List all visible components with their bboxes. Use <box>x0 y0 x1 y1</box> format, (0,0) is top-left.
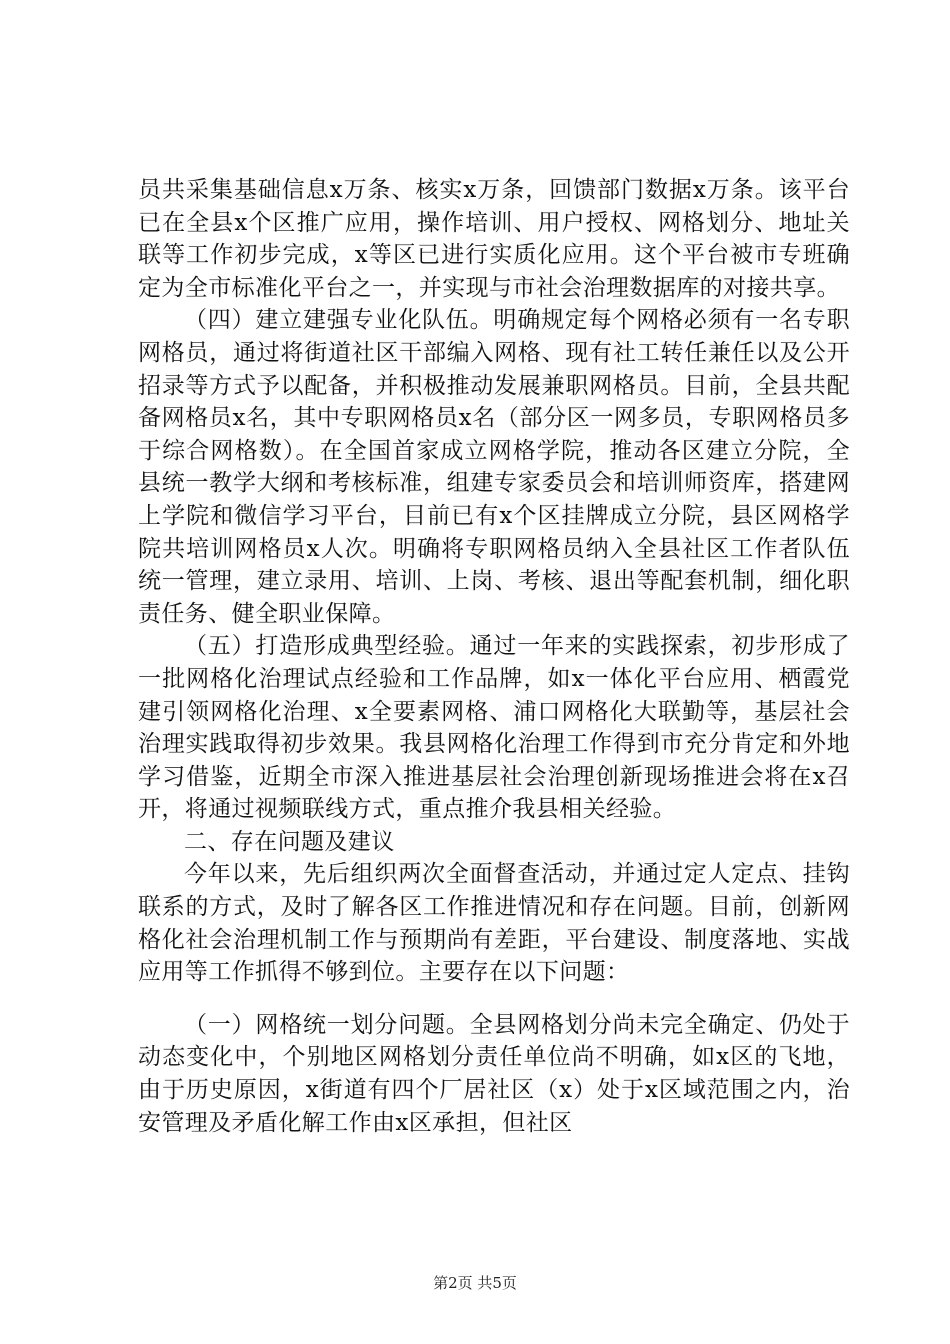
paragraph-problems-intro: 今年以来，先后组织两次全面督查活动，并通过定人定点、挂钩联系的方式，及时了解各区工作推进情况和存在问题。目前，创新网格化社会治理机制工作与预期尚有差距，平台建设、制度落地、实战应用等工作抓得不够到位。主要存在以下问题： <box>138 861 850 986</box>
paragraph-problem-1-grid: （一）网格统一划分问题。全县网格划分尚未完全确定、仍处于动态变化中，个别地区网格划分责任单位尚不明确，如x区的飞地，由于历史原因，x街道有四个厂居社区（x）处于x区域范围之内，治安管理及矛盾化解工作由x区承担，但社区 <box>138 1011 850 1136</box>
page-number-footer: 第2页 共5页 <box>433 1274 517 1292</box>
document-body <box>138 174 850 1139</box>
paragraph-platform-summary: 员共采集基础信息x万条、核实x万条，回馈部门数据x万条。该平台已在全县x个区推广应用，操作培训、用户授权、网格划分、地址关联等工作初步完成，x等区已进行实质化应用。这个平台被市专班确定为全市标准化平台之一，并实现与市社会治理数据库的对接共享。 <box>138 177 850 301</box>
section-heading-problems: 二、存在问题及建议 <box>184 828 395 855</box>
paragraph-section-5-experience: （五）打造形成典型经验。通过一年来的实践探索，初步形成了一批网格化治理试点经验和工作品牌，如x一体化平台应用、栖霞党建引领网格化治理、x全要素网格、浦口网格化大联勤等，基层社会治理实践取得初步效果。我县网格化治理工作得到市充分肯定和外地学习借鉴，近期全市深入推进基层社会治理创新现场推进会将在x召开，将通过视频联线方式，重点推介我县相关经验。 <box>138 633 850 823</box>
paragraph-section-4-team: （四）建立建强专业化队伍。明确规定每个网格必须有一名专职网格员，通过将街道社区干部编入网格、现有社工转任兼任以及公开招录等方式予以配备，并积极推动发展兼职网格员。目前，全县共配备网格员x名，其中专职网格员x名（部分区一网多员，专职网格员多于综合网格数）。在全国首家成立网格学院，推动各区建立分院，全县统一教学大纲和考核标准，组建专家委员会和培训师资库，搭建网上学院和微信学习平台，目前已有x个区挂牌成立分院，县区网格学院共培训网格员x人次。明确将专职网格员纳入全县社区工作者队伍统一管理，建立录用、培训、上岗、考核、退出等配套机制，细化职责任务、健全职业保障。 <box>138 307 850 627</box>
